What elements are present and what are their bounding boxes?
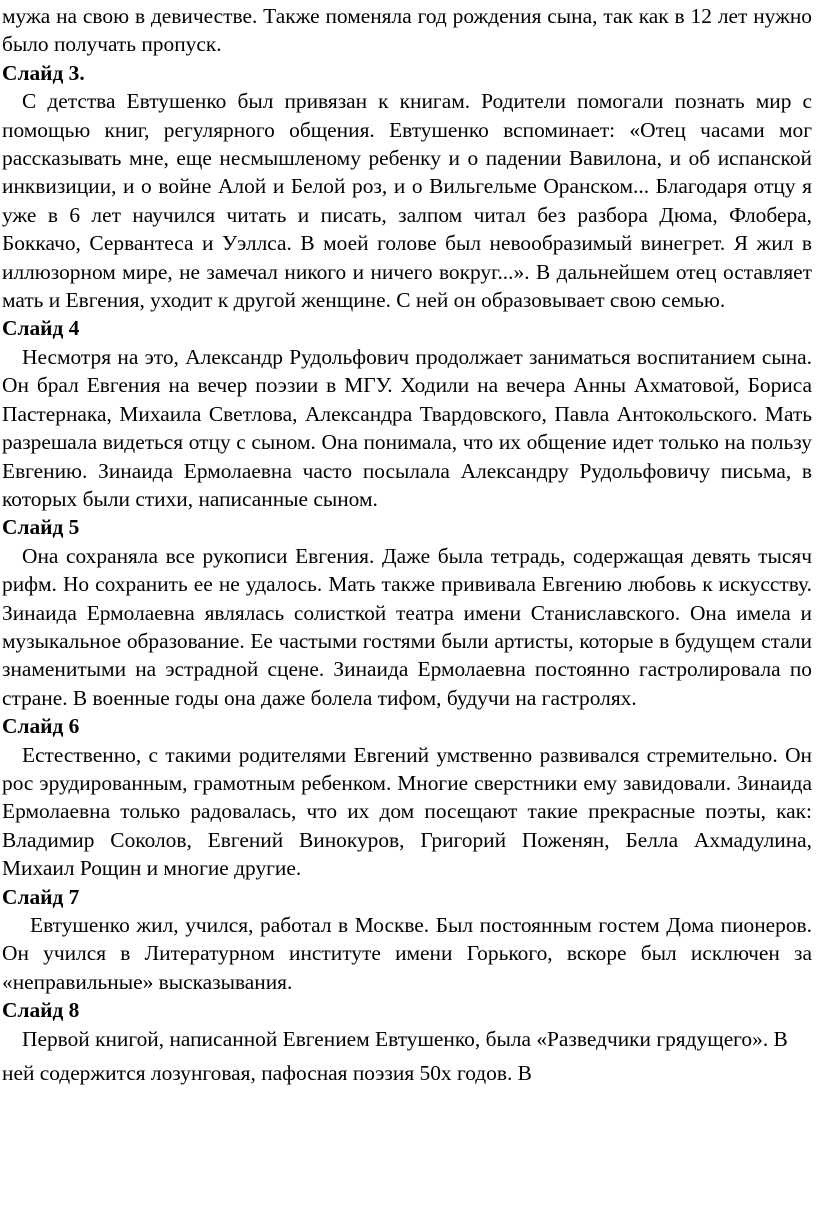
slide-3-heading: Слайд 3. <box>2 60 85 85</box>
intro-paragraph: мужа на свою в девичестве. Также поменяла год рождения сына, так как в 12 лет нужно было получать пропуск. <box>2 4 812 57</box>
slide-4-heading: Слайд 4 <box>2 316 80 341</box>
slide-5-heading: Слайд 5 <box>2 515 80 540</box>
slide-6-heading: Слайд 6 <box>2 714 80 739</box>
slide-8-paragraph: Первой книгой, написанной Евгением Евтушенко, была «Разведчики грядущего». В ней содержится лозунговая, пафосная поэзия 50х годов. В <box>2 1026 788 1085</box>
slide-6-paragraph: Естественно, с такими родителями Евгений умственно развивался стремительно. Он рос эрудированным, грамотным ребенком. Многие сверстники ему завидовали. Зинаида Ермолаевна только радовалась, что их дом посещают такие прекрасные поэты, как: Владимир Соколов, Евгений Винокуров, Григорий Поженян, Белла Ахмадулина, Михаил Рощин и многие другие. <box>2 742 812 881</box>
slide-5-paragraph: Она сохраняла все рукописи Евгения. Даже была тетрадь, содержащая девять тысяч рифм. Но сохранить ее не удалось. Мать также прививала Евгению любовь к искусству. Зинаида Ермолаевна являлась солисткой театра имени Станиславского. Она имела и музыкальное образование. Ее частыми гостями были артисты, которые в будущем стали знаменитыми на эстрадной сцене. Зинаида Ермолаевна постоянно гастролировала по стране. В военные годы она даже болела тифом, будучи на гастролях. <box>2 543 812 710</box>
slide-7-heading: Слайд 7 <box>2 884 80 909</box>
slide-4-paragraph: Несмотря на это, Александр Рудольфович продолжает заниматься воспитанием сына. Он брал Евгения на вечер поэзии в МГУ. Ходили на вечера Анны Ахматовой, Бориса Пастернака, Михаила Светлова, Александра Твардовского, Павла Антокольского. Мать разрешала видеться отцу с сыном. Она понимала, что их общение идет только на пользу Евгению. Зинаида Ермолаевна часто посылала Александру Рудольфовичу письма, в которых были стихи, написанные сыном. <box>2 344 812 511</box>
slide-3-paragraph: С детства Евтушенко был привязан к книгам. Родители помогали познать мир с помощью книг, регулярного общения. Евтушенко вспоминает: «Отец часами мог рассказывать мне, еще несмышленому ребенку и о падении Вавилона, и об испанской инквизиции, и о войне Алой и Белой роз, и о Вильгельме Оранском... Благодаря отцу я уже в 6 лет научился читать и писать, залпом читал без разбора Дюма, Флобера, Боккачо, Сервантеса и Уэллса. В моей голове был невообразимый винегрет. Я жил в иллюзорном мире, не замечал никого и ничего вокруг...». В дальнейшем отец оставляет мать и Евгения, уходит к другой женщине. С ней он образовывает свою семью. <box>2 89 812 313</box>
document-page <box>2 0 812 1090</box>
slide-7-paragraph: Евтушенко жил, учился, работал в Москве. Был постоянным гостем Дома пионеров. Он учился в Литературном институте имени Горького, вскоре был исключен за «неправильные» высказывания. <box>2 913 812 994</box>
slide-8-heading: Слайд 8 <box>2 998 80 1023</box>
